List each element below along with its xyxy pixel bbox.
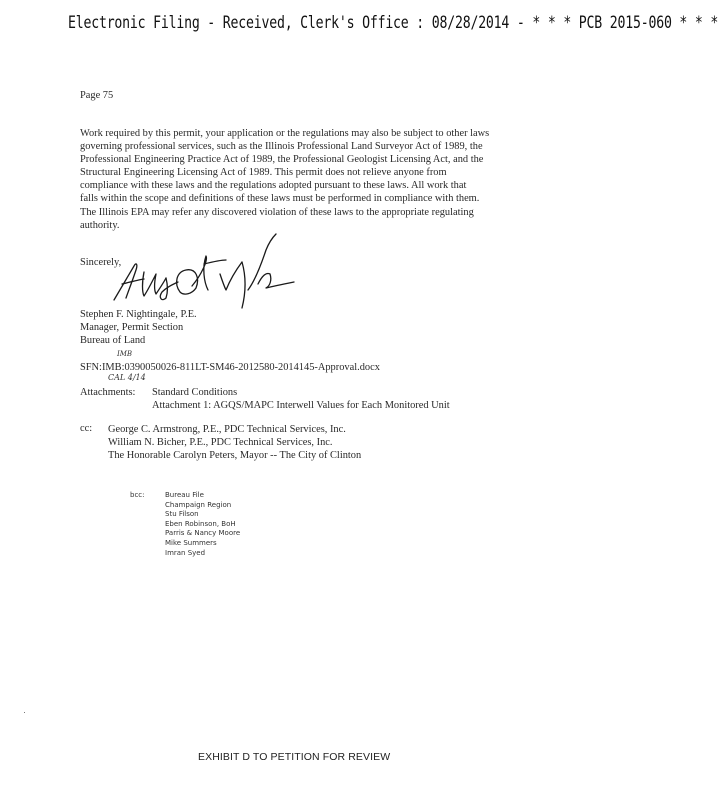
- filing-stamp: Electronic Filing - Received, Clerk's Office : 08/28/2014 - * * * PCB 2015-060 * * *: [68, 14, 718, 33]
- attachment-item: Attachment 1: AGQS/MAPC Interwell Values for Each Monitored Unit: [152, 400, 450, 411]
- cc-recipient: William N. Bicher, P.E., PDC Technical Services, Inc.: [108, 437, 333, 449]
- body-line: Professional Engineering Practice Act of 1989, the Professional Geologist Licensing Act, and the: [80, 154, 484, 166]
- bcc-recipient: Eben Robinson, BoH: [165, 519, 236, 528]
- scan-speck: [24, 712, 25, 713]
- attachment-item: Standard Conditions: [152, 387, 238, 398]
- body-line: compliance with these laws and the regulations adopted pursuant to these laws. All work that: [80, 180, 467, 192]
- handwritten-reference-mark: CAL 4/14: [108, 373, 146, 382]
- bcc-label: bcc:: [130, 491, 145, 499]
- signature-block: [80, 308, 197, 348]
- bcc-recipient: Mike Summers: [165, 538, 217, 547]
- attachments-label: Attachments:: [80, 387, 136, 398]
- body-line: Work required by this permit, your application or the regulations may also be subject to other laws: [80, 128, 490, 139]
- cc-list: [108, 423, 361, 463]
- handwritten-signature: [108, 232, 298, 312]
- file-reference: SFN:IMB:0390050026-811LT-SM46-2012580-2014145-Approval.docx: [80, 362, 380, 373]
- bcc-recipient: Champaign Region: [165, 500, 232, 509]
- body-line: falls within the scope and definitions of these laws must be performed in compliance with them.: [80, 193, 480, 205]
- cc-recipient: George C. Armstrong, P.E., PDC Technical Services, Inc.: [108, 424, 346, 435]
- bcc-recipient: Stu Filson: [165, 510, 199, 519]
- handwritten-initials: IMB: [117, 350, 133, 358]
- signatory-name: Stephen F. Nightingale, P.E.: [80, 309, 197, 320]
- bcc-recipient: Bureau File: [165, 491, 204, 499]
- bcc-recipient: Parris & Nancy Moore: [165, 529, 241, 538]
- body-line: The Illinois EPA may refer any discovered violation of these laws to the appropriate regulating: [80, 206, 474, 218]
- signatory-title: Manager, Permit Section: [80, 322, 184, 334]
- closing-salutation: Sincerely,: [80, 257, 122, 268]
- bcc-list: [165, 491, 240, 558]
- page-number: Page 75: [80, 90, 114, 101]
- body-line: Structural Engineering Licensing Act of 1989. This permit does not relieve anyone from: [80, 167, 447, 179]
- body-paragraph: [80, 127, 534, 232]
- exhibit-footer: EXHIBIT D TO PETITION FOR REVIEW: [198, 751, 391, 763]
- cc-recipient: The Honorable Carolyn Peters, Mayor -- The City of Clinton: [108, 450, 362, 462]
- body-line: authority.: [80, 219, 120, 231]
- signatory-bureau: Bureau of Land: [80, 335, 146, 347]
- bcc-recipient: Imran Syed: [165, 548, 206, 557]
- cc-label: cc:: [80, 423, 93, 434]
- body-line: governing professional services, such as the Illinois Professional Land Surveyor Act of 1989, the: [80, 141, 483, 153]
